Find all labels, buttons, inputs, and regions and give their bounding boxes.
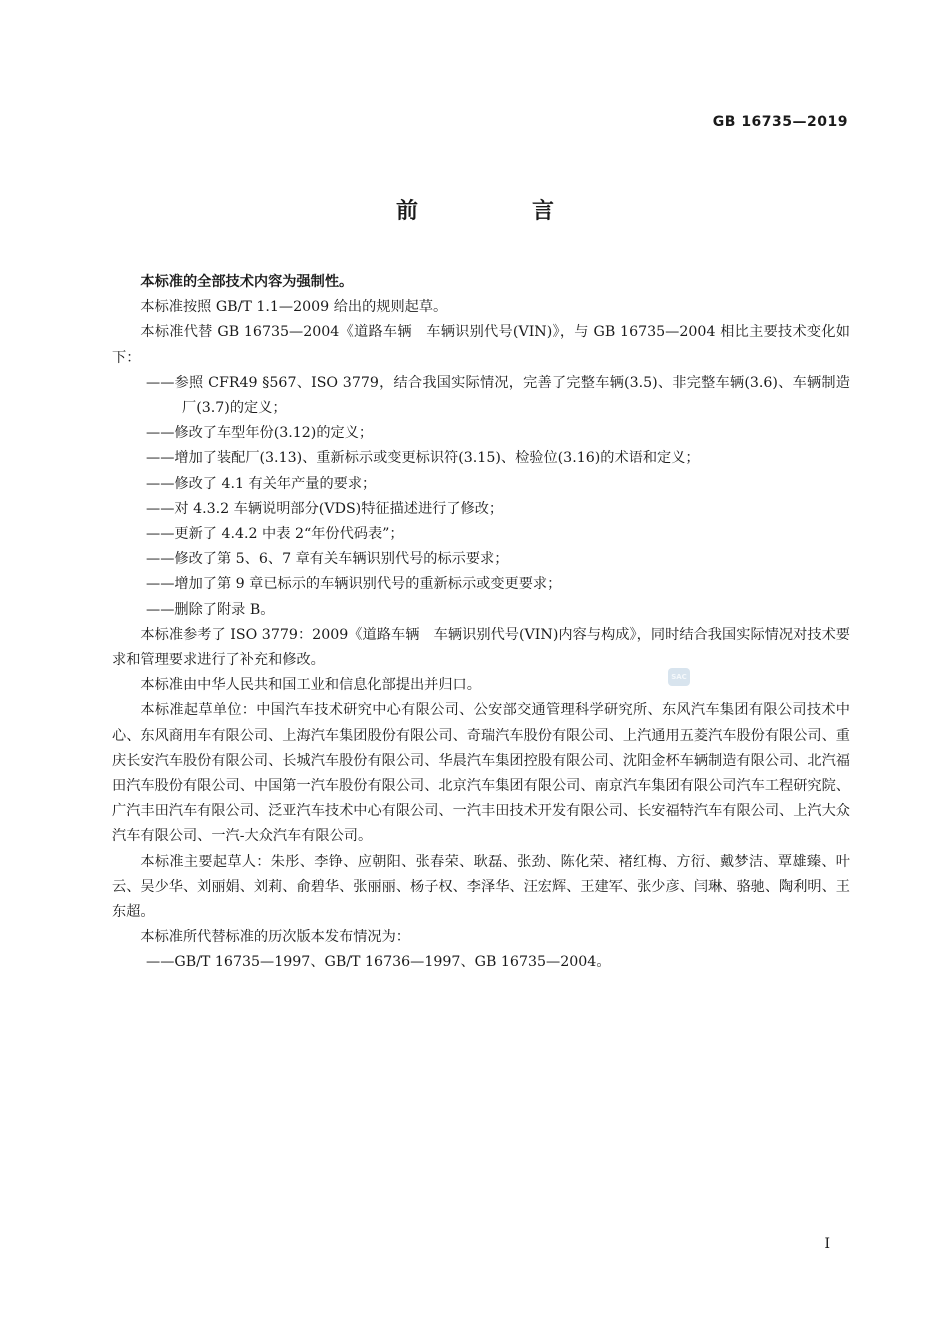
paragraph-drafting-rules: 本标准按照 GB/T 1.1—2009 给出的规则起草。 xyxy=(140,299,448,316)
list-item: ——修改了第 5、6、7 章有关车辆识别代号的标示要求； xyxy=(146,551,509,568)
list-item: ——增加了装配厂(3.13)、重新标示或变更标识符(3.15)、检验位(3.16)的术语和定义； xyxy=(146,450,700,467)
paragraph-proposer: 本标准由中华人民共和国工业和信息化部提出并归口。 xyxy=(140,677,481,694)
list-item: ——修改了车型年份(3.12)的定义； xyxy=(146,425,374,442)
paragraph-history-intro: 本标准所代替标准的历次版本发布情况为： xyxy=(140,929,410,946)
list-item: ——修改了 4.1 有关年产量的要求； xyxy=(146,475,377,492)
sac-watermark-logo: SAC xyxy=(668,668,690,686)
paragraph-reference: 本标准参考了 ISO 3779：2009《道路车辆 车辆识别代号(VIN)内容与构成》，同时结合我国实际情况对技术要求和管理要求进行了补充和修改。 xyxy=(112,626,850,669)
list-item: ——参照 CFR49 §567、ISO 3779，结合我国实际情况，完善了完整车辆(3.5)、非完整车辆(3.6)、车辆制造厂(3.7)的定义； xyxy=(146,374,850,417)
standard-code: GB 16735—2019 xyxy=(712,114,848,130)
page-title: 前 言 xyxy=(395,199,600,224)
list-item: ——删除了附录 B。 xyxy=(146,601,275,618)
list-item: ——对 4.3.2 车辆说明部分(VDS)特征描述进行了修改； xyxy=(146,500,504,517)
paragraph-mandatory: 本标准的全部技术内容为强制性。 xyxy=(140,274,354,290)
paragraph-drafters: 本标准主要起草人：朱彤、李铮、应朝阳、张春荣、耿磊、张劲、陈化荣、褚红梅、方衍、戴梦洁、覃雄臻、叶云、吴少华、刘丽娟、刘莉、俞碧华、张丽丽、杨子权、李泽华、汪宏辉、王建军、张少彦、闫琳、骆驰、陶利明、王东超。 xyxy=(112,853,850,921)
list-item: ——增加了第 9 章已标示的车辆识别代号的重新标示或变更要求； xyxy=(146,576,562,593)
list-item: ——更新了 4.4.2 中表 2“年份代码表”； xyxy=(146,526,404,543)
history-item: ——GB/T 16735—1997、GB/T 16736—1997、GB 16735—2004。 xyxy=(146,954,611,971)
page-number: I xyxy=(824,1236,830,1252)
changes-list xyxy=(112,371,850,623)
paragraph-replaces: 本标准代替 GB 16735—2004《道路车辆 车辆识别代号(VIN)》，与 GB 16735—2004 相比主要技术变化如下： xyxy=(112,324,850,366)
paragraph-drafting-units: 本标准起草单位：中国汽车技术研究中心有限公司、公安部交通管理科学研究所、东风汽车集团有限公司技术中心、东风商用车有限公司、上海汽车集团股份有限公司、奇瑞汽车股份有限公司、上汽通用五菱汽车股份有限公司、重庆长安汽车股份有限公司、长城汽车股份有限公司、华晨汽车集团控股有限公司、沈阳金杯车辆制造有限公司、北汽福田汽车股份有限公司、中国第一汽车股份有限公司、北京汽车集团有限公司、南京汽车集团有限公司汽车工程研究院、广汽丰田汽车有限公司、泛亚汽车技术中心有限公司、一汽丰田技术开发有限公司、长安福特汽车有限公司、上汽大众汽车有限公司、一汽-大众汽车有限公司。 xyxy=(112,702,850,845)
foreword-body xyxy=(112,270,850,976)
